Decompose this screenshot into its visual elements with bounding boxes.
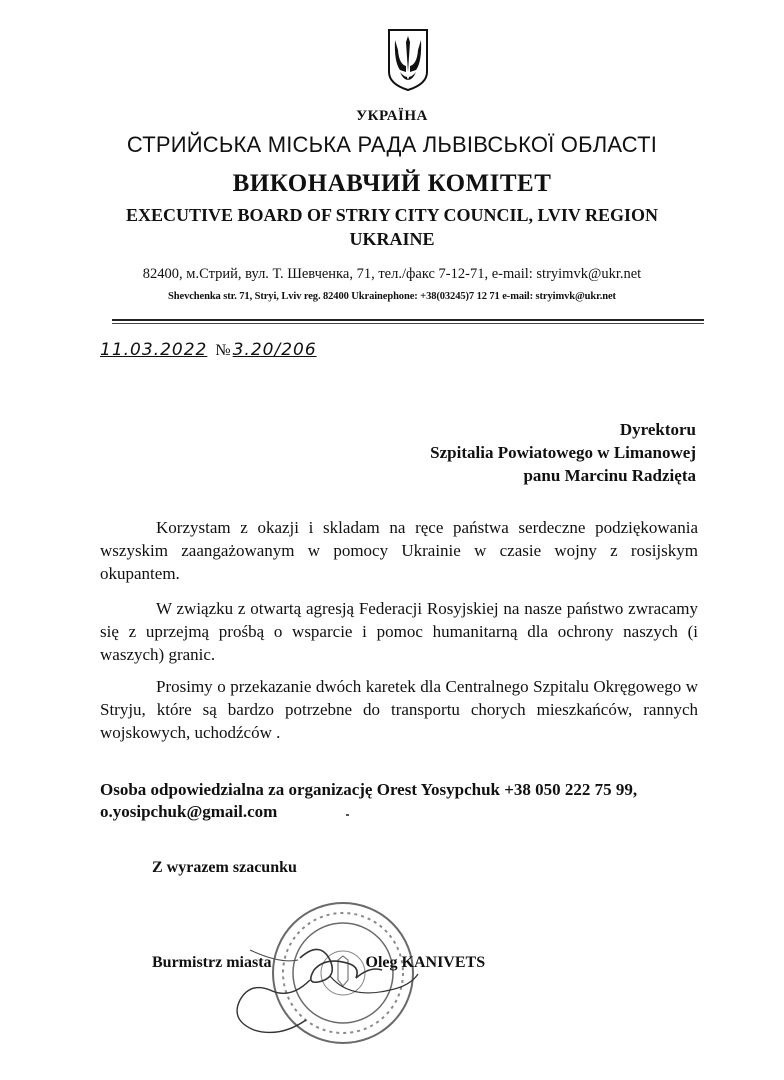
recipient-title: Dyrektoru: [619, 420, 696, 439]
header-divider-thin: [112, 323, 704, 324]
body-paragraph: [100, 675, 698, 744]
document-reference: [100, 340, 317, 360]
signature-line: [152, 954, 485, 972]
recipient-block: [430, 418, 696, 487]
contact-block: [100, 779, 730, 823]
address-en: Shevchenka str. 71, Stryi, Lviv reg. 82400 Ukrainephone: +38(03245)7 12 71 e-mail: stryimvk@ukr.net: [168, 291, 616, 302]
paragraph-text: W związku z otwartą agresją Federacji Rosyjskiej na nasze państwo zwracamy się z uprzejmą prośbą o wsparcie i pomoc humanitarną dla ochrony naszych (i waszych) granic.: [100, 599, 698, 664]
body-paragraph: [100, 516, 698, 585]
signatory-title: Burmistrz miasta: [152, 954, 272, 971]
country-heading: УКРАЇНА: [356, 108, 428, 124]
signatory-name: Oleg KANIVETS: [365, 954, 486, 971]
board-heading-en: EXECUTIVE BOARD OF STRIY CITY COUNCIL, LVIV REGION: [125, 205, 659, 225]
contact-email: o.yosipchuk@gmail.com: [100, 802, 278, 821]
document-number: 3.20/206: [232, 340, 317, 360]
country-heading-en: UKRAINE: [349, 229, 435, 249]
body-paragraph: [100, 597, 698, 666]
number-sign: №: [215, 342, 231, 359]
recipient-name: panu Marcinu Radzięta: [523, 466, 696, 485]
header-divider: [112, 319, 704, 321]
ink-speck: [346, 814, 349, 816]
document-date: 11.03.2022: [100, 340, 208, 360]
address-ua: 82400, м.Стрий, вул. Т. Шевченка, 71, тел./факс 7-12-71, e-mail: stryimvk@ukr.net: [142, 266, 642, 282]
council-heading: СТРИЙСЬКА МІСЬКА РАДА ЛЬВІВСЬКОЇ ОБЛАСТІ: [126, 132, 658, 157]
paragraph-text: Korzystam z okazji i skladam na ręce państwa serdeczne podziękowania wszyskim zaangażowanym w pomocy Ukrainie w czasie wojny z rosijskym okupantem.: [100, 518, 698, 583]
handwritten-signature-icon: [210, 930, 430, 1050]
committee-heading: ВИКОНАВЧИЙ КОМІТЕТ: [232, 170, 552, 197]
recipient-institution: Szpitalia Powiatowego w Limanowej: [430, 443, 696, 462]
paragraph-text: Prosimy o przekazanie dwóch karetek dla Centralnego Szpitalu Okręgowego w Stryju, które są bardzo potrzebne do transportu chorych mieszkańców, rannych wojskowych, uchodźców .: [100, 677, 698, 742]
closing-phrase: Z wyrazem szacunku: [152, 859, 297, 876]
trident-emblem-icon: [386, 28, 430, 92]
contact-person: Osoba odpowiedzialna za organizację Orest Yosypchuk +38 050 222 75 99,: [100, 780, 638, 799]
